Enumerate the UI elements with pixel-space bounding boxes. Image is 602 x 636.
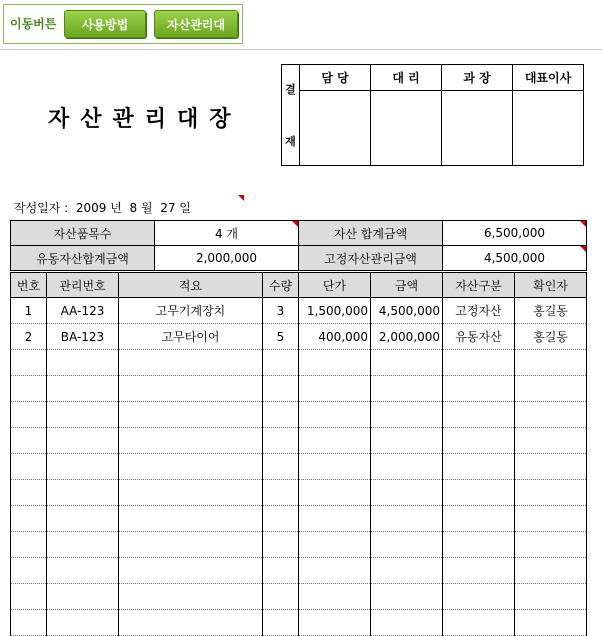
table-cell[interactable]	[443, 480, 515, 506]
signature-box[interactable]	[513, 91, 584, 166]
table-cell[interactable]	[263, 480, 299, 506]
asset-manage-button[interactable]: 자산관리대	[154, 10, 238, 38]
approval-header: 대 리	[371, 65, 442, 91]
signature-box[interactable]	[371, 91, 442, 166]
comment-marker	[238, 195, 244, 201]
table-cell[interactable]: 고무기계장치	[119, 298, 263, 324]
table-cell[interactable]: 홍길동	[515, 324, 587, 350]
table-cell[interactable]	[299, 558, 371, 584]
table-cell[interactable]	[263, 350, 299, 376]
table-cell[interactable]	[263, 506, 299, 532]
comment-marker	[580, 221, 586, 227]
table-cell[interactable]	[371, 428, 443, 454]
table-cell[interactable]	[47, 558, 119, 584]
table-cell[interactable]	[443, 402, 515, 428]
table-cell[interactable]	[299, 428, 371, 454]
column-header: 단가	[299, 273, 371, 298]
table-cell[interactable]	[443, 428, 515, 454]
usage-button[interactable]: 사용방법	[64, 10, 146, 38]
date-day-unit: 일	[179, 201, 191, 215]
column-header: 번호	[11, 273, 47, 298]
table-cell[interactable]	[263, 402, 299, 428]
table-cell[interactable]: 400,000	[299, 324, 371, 350]
table-cell[interactable]: 1,500,000	[299, 298, 371, 324]
table-cell[interactable]	[47, 350, 119, 376]
table-cell[interactable]	[119, 376, 263, 402]
summary-value[interactable]: 2,000,000	[155, 246, 299, 271]
table-cell[interactable]: 1	[11, 298, 47, 324]
table-cell[interactable]	[47, 402, 119, 428]
table-cell[interactable]: 4,500,000	[371, 298, 443, 324]
table-cell[interactable]	[443, 584, 515, 610]
table-cell[interactable]	[515, 506, 587, 532]
table-cell[interactable]	[371, 376, 443, 402]
table-cell[interactable]	[11, 506, 47, 532]
table-cell[interactable]	[371, 584, 443, 610]
approval-header: 담 당	[300, 65, 371, 91]
table-cell[interactable]	[371, 454, 443, 480]
table-row	[11, 402, 587, 428]
column-header: 금액	[371, 273, 443, 298]
table-cell[interactable]	[263, 532, 299, 558]
approval-side-bottom: 재	[285, 135, 296, 148]
table-cell[interactable]	[263, 584, 299, 610]
table-row	[11, 558, 587, 584]
table-cell[interactable]	[47, 428, 119, 454]
table-cell[interactable]	[299, 532, 371, 558]
date-label: 작성일자 :	[14, 201, 69, 215]
table-cell[interactable]	[371, 480, 443, 506]
column-header: 확인자	[515, 273, 587, 298]
nav-label: 이동버튼	[10, 17, 57, 31]
table-cell[interactable]: AA-123	[47, 298, 119, 324]
date-day[interactable]: 27	[160, 201, 176, 215]
approval-table	[281, 64, 584, 166]
table-cell[interactable]	[11, 610, 47, 636]
table-cell[interactable]	[299, 350, 371, 376]
table-cell[interactable]	[263, 428, 299, 454]
table-cell[interactable]	[119, 558, 263, 584]
table-header-row	[11, 273, 587, 298]
table-cell[interactable]: 고정자산	[443, 298, 515, 324]
table-cell[interactable]	[11, 454, 47, 480]
table-row	[11, 428, 587, 454]
table-row	[11, 350, 587, 376]
date-month[interactable]: 8	[129, 201, 138, 215]
table-cell[interactable]	[119, 610, 263, 636]
table-cell[interactable]	[263, 454, 299, 480]
table-cell[interactable]	[47, 506, 119, 532]
table-cell[interactable]	[443, 454, 515, 480]
table-row	[11, 480, 587, 506]
table-cell[interactable]	[299, 610, 371, 636]
approval-side-top: 결	[285, 83, 296, 96]
table-cell[interactable]: 5	[263, 324, 299, 350]
date-month-unit: 월	[140, 201, 153, 215]
asset-table	[10, 272, 587, 636]
approval-header: 대표이사	[513, 65, 584, 91]
table-cell[interactable]	[119, 532, 263, 558]
table-cell[interactable]	[515, 584, 587, 610]
date-line	[14, 199, 191, 216]
table-cell[interactable]: 2,000,000	[371, 324, 443, 350]
table-cell[interactable]	[371, 402, 443, 428]
summary-value[interactable]: 4,500,000	[443, 246, 587, 271]
table-row	[11, 584, 587, 610]
table-cell[interactable]	[47, 610, 119, 636]
table-row	[11, 532, 587, 558]
table-cell[interactable]	[119, 480, 263, 506]
table-cell[interactable]	[119, 350, 263, 376]
table-cell[interactable]	[263, 558, 299, 584]
table-cell[interactable]	[443, 506, 515, 532]
divider	[0, 49, 602, 50]
table-cell[interactable]	[371, 610, 443, 636]
table-row	[11, 454, 587, 480]
summary-label: 자산 합계금액	[299, 221, 443, 246]
column-header: 관리번호	[47, 273, 119, 298]
date-year[interactable]: 2009	[75, 201, 107, 215]
table-cell[interactable]: 2	[11, 324, 47, 350]
table-cell[interactable]	[299, 454, 371, 480]
table-cell[interactable]	[47, 532, 119, 558]
table-cell[interactable]	[299, 584, 371, 610]
table-cell[interactable]	[443, 610, 515, 636]
table-cell[interactable]	[443, 558, 515, 584]
table-cell[interactable]	[263, 610, 299, 636]
table-cell[interactable]	[299, 376, 371, 402]
comment-marker	[292, 221, 298, 227]
table-cell[interactable]	[443, 376, 515, 402]
table-cell[interactable]	[515, 610, 587, 636]
table-cell[interactable]: BA-123	[47, 324, 119, 350]
table-cell[interactable]	[371, 532, 443, 558]
table-row	[11, 610, 587, 636]
table-cell[interactable]	[47, 376, 119, 402]
page-title: 자산관리대장	[48, 106, 242, 132]
summary-value[interactable]: 4 개	[155, 221, 299, 246]
summary-label: 고정자산관리금액	[299, 246, 443, 271]
table-cell[interactable]	[515, 480, 587, 506]
table-cell[interactable]	[443, 532, 515, 558]
approval-header: 과 장	[442, 65, 513, 91]
signature-box[interactable]	[300, 91, 371, 166]
table-row	[11, 324, 587, 350]
summary-value[interactable]: 6,500,000	[443, 221, 587, 246]
table-cell[interactable]	[11, 532, 47, 558]
table-cell[interactable]	[11, 584, 47, 610]
table-cell[interactable]	[299, 480, 371, 506]
signature-box[interactable]	[442, 91, 513, 166]
approval-side-cell	[282, 65, 300, 166]
table-cell[interactable]	[11, 402, 47, 428]
table-cell[interactable]: 고무타이어	[119, 324, 263, 350]
summary-table	[10, 220, 587, 271]
column-header: 수량	[263, 273, 299, 298]
table-cell[interactable]	[119, 454, 263, 480]
table-cell[interactable]	[371, 506, 443, 532]
date-year-unit: 년	[110, 201, 122, 215]
table-cell[interactable]: 유동자산	[443, 324, 515, 350]
table-cell[interactable]	[515, 376, 587, 402]
table-cell[interactable]	[515, 428, 587, 454]
table-cell[interactable]	[299, 402, 371, 428]
table-cell[interactable]	[443, 350, 515, 376]
table-cell[interactable]	[47, 480, 119, 506]
table-cell[interactable]	[371, 350, 443, 376]
table-cell[interactable]	[299, 506, 371, 532]
table-cell[interactable]	[11, 376, 47, 402]
table-cell[interactable]	[11, 480, 47, 506]
table-cell[interactable]	[119, 506, 263, 532]
table-cell[interactable]	[47, 584, 119, 610]
summary-label: 자산품목수	[11, 221, 155, 246]
table-cell[interactable]	[119, 402, 263, 428]
table-cell[interactable]	[119, 428, 263, 454]
table-cell[interactable]	[515, 532, 587, 558]
table-row	[11, 506, 587, 532]
table-cell[interactable]	[371, 558, 443, 584]
column-header: 적요	[119, 273, 263, 298]
summary-label: 유동자산합계금액	[11, 246, 155, 271]
table-cell[interactable]	[11, 350, 47, 376]
table-cell[interactable]	[11, 558, 47, 584]
table-cell[interactable]	[263, 376, 299, 402]
table-cell[interactable]	[515, 454, 587, 480]
column-header: 자산구분	[443, 273, 515, 298]
table-cell[interactable]	[515, 402, 587, 428]
table-cell[interactable]	[11, 428, 47, 454]
table-cell[interactable]: 홍길동	[515, 298, 587, 324]
table-cell[interactable]	[119, 584, 263, 610]
comment-marker	[580, 246, 586, 252]
table-row	[11, 376, 587, 402]
table-row	[11, 298, 587, 324]
table-cell[interactable]	[515, 350, 587, 376]
table-cell[interactable]: 3	[263, 298, 299, 324]
table-cell[interactable]	[515, 558, 587, 584]
table-cell[interactable]	[47, 454, 119, 480]
